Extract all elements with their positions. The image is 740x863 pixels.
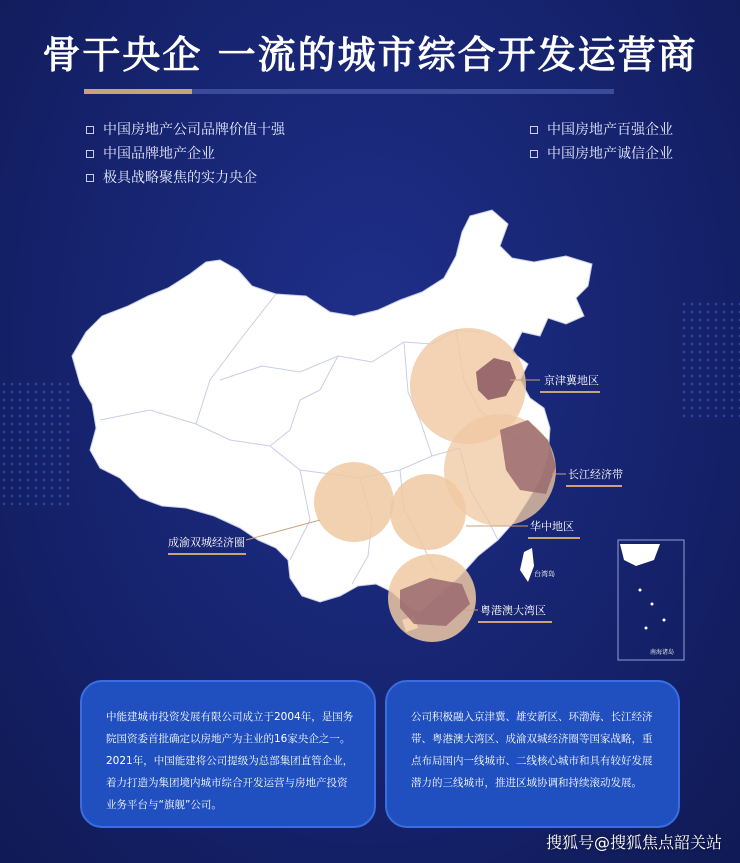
page-title: 骨干央企 一流的城市综合开发运营商 [42,32,698,77]
company-intro-panel [80,680,376,828]
south-china-sea-inset [618,540,684,660]
region-circle-huazhong [390,474,466,550]
bullet-item: 中国房地产诚信企业 [530,142,673,166]
bullet-item: 中国房地产百强企业 [530,118,673,142]
region-label-jingjinji: 京津冀地区 [544,374,599,387]
bullet-item: 中国品牌地产企业 [86,142,285,166]
bullet-item: 中国房地产公司品牌价值十强 [86,118,285,142]
taiwan-island [520,548,534,582]
callout-changjiang [552,467,623,486]
region-label-chengyu: 成渝双城经济圈 [168,536,245,549]
region-label-yuegangao: 粤港澳大湾区 [480,604,546,617]
taiwan-label: 台湾岛 [534,570,555,578]
region-label-huazhong: 华中地区 [530,520,574,533]
inset-label: 南海诸岛 [650,649,675,656]
company-intro-text: 中能建城市投资发展有限公司成立于2004年，是国务院国资委首批确定以房地产为主业的16家央企之一。2021年，中国能建将公司提级为总部集团直管企业，着力打造为集团境内城市综合开发运营与房地产投资业务平台与“旗舰”公司。 [106,711,354,811]
watermark: 搜狐号@搜狐焦点韶关站 [545,833,722,852]
strategy-panel [385,680,680,828]
callout-yuegangao [464,603,552,622]
region-circle-chengyu [314,462,394,542]
region-label-changjiang: 长江经济带 [568,468,623,481]
strategy-text: 公司积极融入京津冀、雄安新区、环渤海、长江经济带、粤港澳大湾区、成渝双城经济圈等国家战略，重点布局国内一线城市、二线核心城市和具有较好发展潜力的三线城市，推进区域协调和持续滚动发展。 [411,711,653,789]
bullet-item: 极具战略聚焦的实力央企 [86,166,285,190]
